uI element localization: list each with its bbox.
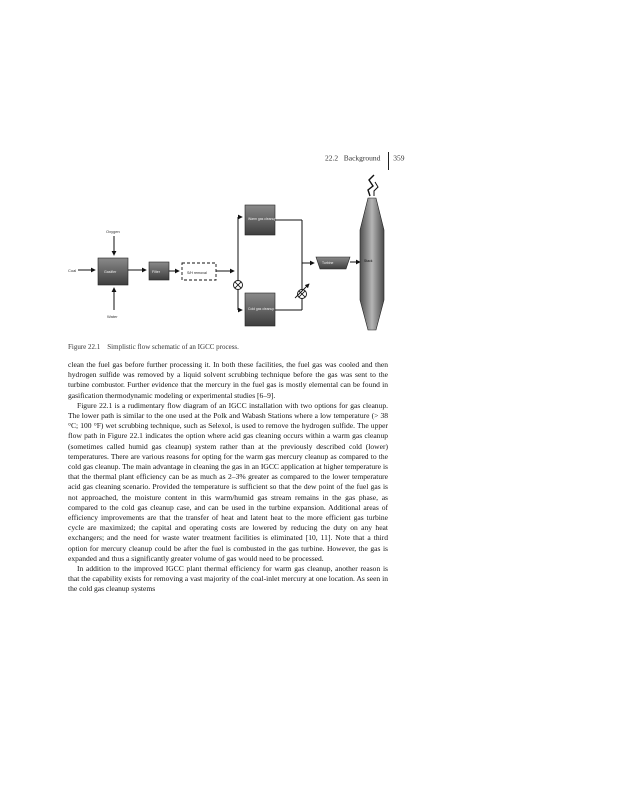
figure-caption-text: Simplistic flow schematic of an IGCC process. xyxy=(107,343,239,351)
paragraph: In addition to the improved IGCC plant thermal efficiency for warm gas cleanup, another reason is that the capability exists for removing a vast majority of the coal-inlet mercury at one location. As seen in the cold gas cleanup systems xyxy=(68,564,388,594)
stack-shape xyxy=(360,198,384,330)
water-label: Water xyxy=(107,314,118,319)
running-head xyxy=(325,150,405,168)
exhaust-icon xyxy=(368,175,374,196)
exhaust-icon-secondary xyxy=(374,182,378,196)
section-title: Background xyxy=(343,153,381,163)
coal-label: Coal xyxy=(68,268,77,273)
igcc-flow-diagram xyxy=(62,170,392,340)
section-number: 22.2 xyxy=(325,153,339,163)
paragraph: clean the fuel gas before further processing it. In both these facilities, the fuel gas was cooled and then hydrogen sulfide was removed by a liquid solvent scrubbing technique before the gas was sent to the turbine combustor. Further evidence that the mercury in the fuel gas is mostly elemental can be found in gasification thermodynamic modeling or experimental studies [6–9]. xyxy=(68,360,388,400)
oxygen-label: Oxygen xyxy=(106,229,120,234)
cold-gas-cleanup-label: Cold gas cleanup xyxy=(248,307,275,311)
paragraph: Figure 22.1 is a rudimentary flow diagram of an IGCC installation with two options for gas cleanup. The lower path is similar to the one used at the Polk and Wabash Stations where a low temperature (> 38 °C; 100 °F) wet scrubbing technique, such as Selexol, is used to remove the hydrogen sulfide. The upper flow path in Figure 22.1 indicates the option where acid gas cleaning occurs within a warm gas cleanup (sometimes called humid gas cleanup) system rather than at the previously described cold (lower) temperatures. There are various reasons for opting for the warm gas mercury cleanup as compared to the cold gas cleanup. The main advantage in cleaning the gas in an IGCC application at higher temperature is that the thermal plant efficiency can be as much as 2–3% greater as compared to the lower temperature acid gas cleaning scenario. Provided the temperature is sufficient so that the dew point of the fuel gas is not approached, the moisture content in this warm/humid gas stream remains in the gas phase, as compared to the cold gas cleanup case, and can be used in the turbine expansion. Additional areas of efficiency improvements are that the transfer of heat and latent heat to the more efficient gas turbine cycle are maximized; the capital and operating costs are lowered by reducing the duty on any heat exchangers; and the need for waste water treatment facilities is eliminated [10, 11]. Note that a third option for mercury cleanup could be after the fuel is combusted in the gas turbine. However, the gas is expanded and thus a significantly greater volume of gas would need to be processed. xyxy=(68,400,388,563)
figure-caption xyxy=(68,343,239,351)
igcc-flow-figure xyxy=(62,170,392,340)
stack-label: Stack xyxy=(364,259,373,263)
body-text xyxy=(68,360,388,595)
running-head-divider xyxy=(388,152,389,170)
page-number: 359 xyxy=(393,153,405,163)
sulfur-removal-label: S/H removal xyxy=(187,271,207,275)
warm-gas-cleanup-label: Warm gas cleanup xyxy=(248,217,277,221)
filter-label: Filter xyxy=(152,270,160,274)
figure-caption-label: Figure 22.1 xyxy=(68,343,101,351)
gasifier-label: Gasifier xyxy=(104,270,117,274)
turbine-label: Turbine xyxy=(322,261,334,265)
